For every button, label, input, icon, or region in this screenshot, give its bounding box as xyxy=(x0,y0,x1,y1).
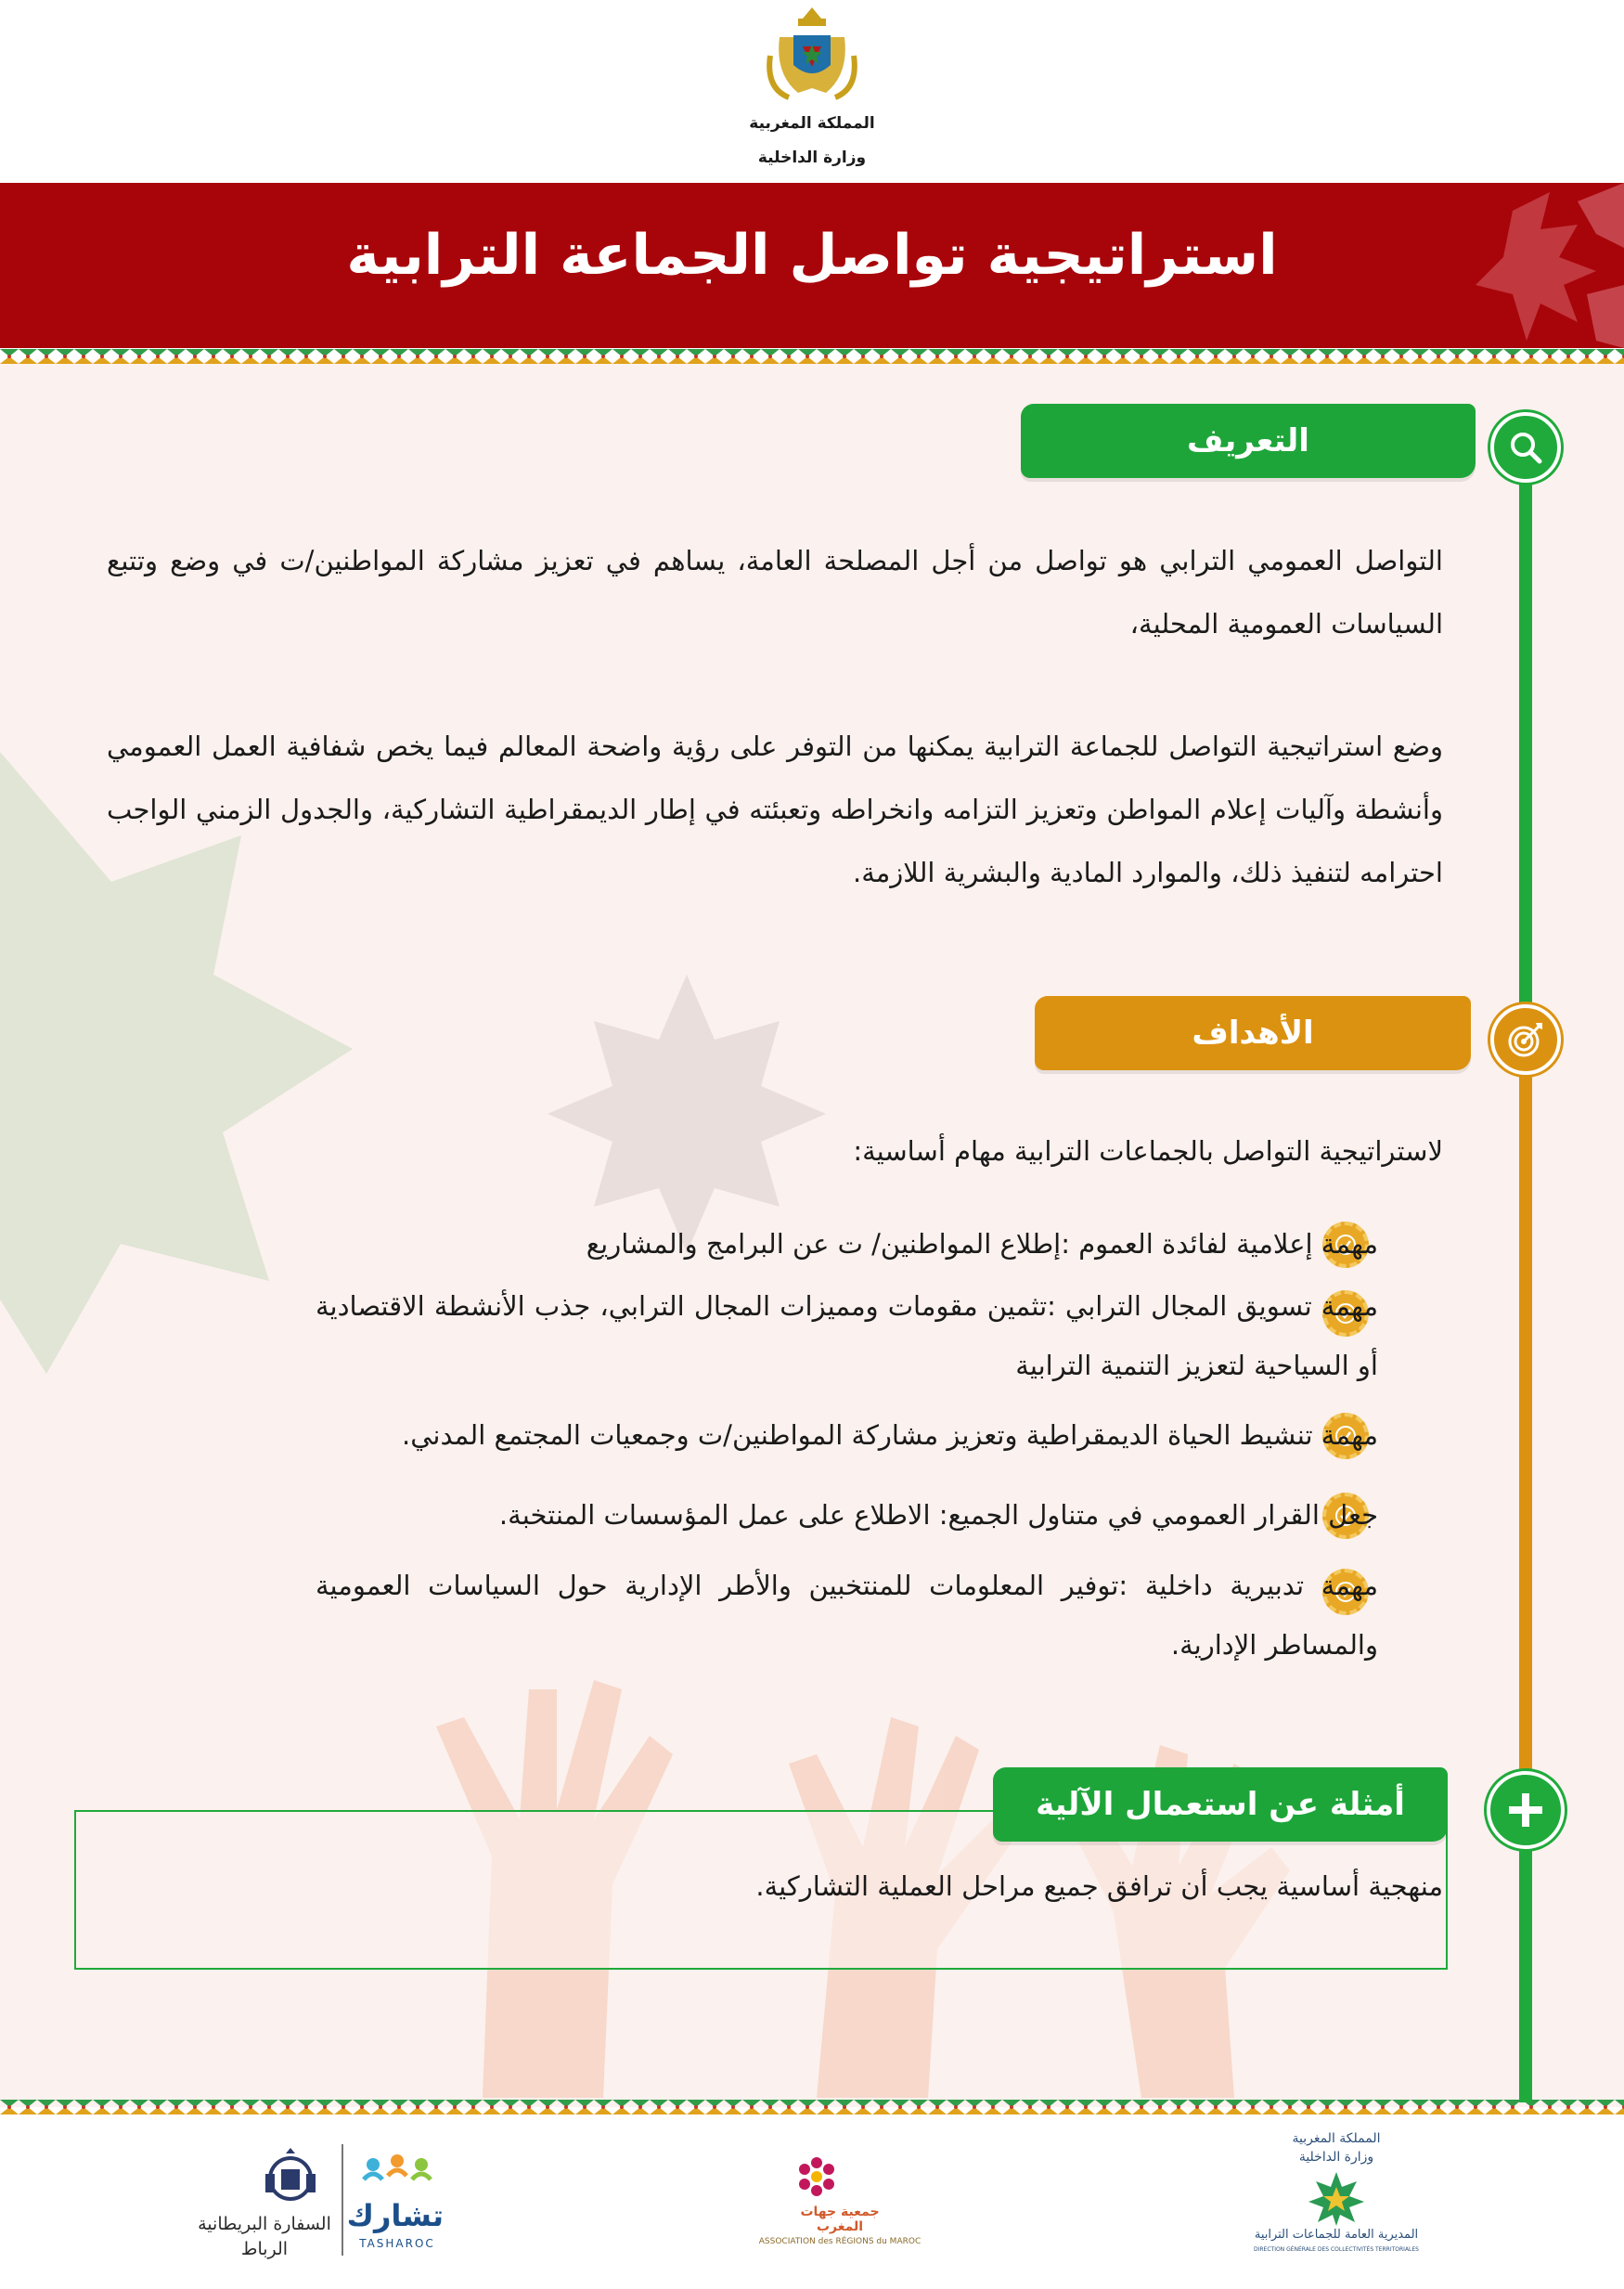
dgct-star-logo xyxy=(1299,2170,1373,2226)
ministry-label: وزارة الداخلية xyxy=(757,149,867,167)
goal-item: مهمة إعلامية لفائدة العموم :إطلاع المواطنين/ ت عن البرامج والمشاريع xyxy=(586,1228,1378,1260)
british-crest-logo xyxy=(258,2146,323,2211)
timeline-line-examples xyxy=(1519,1847,1532,2102)
goals-intro: لاستراتيجية التواصل بالجماعات الترابية مهام أساسية: xyxy=(853,1135,1443,1167)
footer-divider xyxy=(342,2144,343,2256)
examples-section-label: أمثلة عن استعمال الآلية xyxy=(1036,1786,1405,1823)
examples-text: منهجية أساسية يجب أن ترافق جميع مراحل العملية التشاركية. xyxy=(755,1870,1443,1902)
british-embassy-line-2: الرباط xyxy=(240,2239,289,2259)
tasharoc-latin-label: TASHAROC xyxy=(359,2237,435,2250)
goal-item: جعل القرار العمومي في متناول الجميع: الاطلاع على عمل المؤسسات المنتخبة. xyxy=(498,1499,1378,1531)
royal-emblem-logo xyxy=(761,0,863,102)
dgct-french-name: DIRECTION GÉNÉRALE DES COLLECTIVITÉS TERRITORIALES xyxy=(1253,2246,1419,2253)
definition-paragraph-2: وضع استراتيجية التواصل للجماعة الترابية يمكنها من التوفر على رؤية واضحة المعالم فيما يخص شفافية العمل العمومي وأنشطة وآليات إعلام المواطن وتعزيز التزامه وانخراطه وتعبئته في إطار الديمقراطية التشاركية، والجدول الزمني الواجب احترامه لتنفيذ ذلك، والموارد المادية والبشرية اللازمة. xyxy=(107,731,1443,888)
tasharoc-arabic-label: تشارك xyxy=(346,2198,444,2233)
timeline-line-goals xyxy=(1519,1077,1532,1782)
goal-item: مهمة تدبيرية داخلية :توفير المعلومات للمنتخبين والأطر الإدارية حول السياسات العمومية والمساطر الإدارية. xyxy=(316,1570,1378,1661)
tasharoc-people-icon xyxy=(360,2152,434,2198)
goals-section-label: الأهداف xyxy=(1192,1015,1314,1052)
definition-paragraph-1: التواصل العمومي الترابي هو تواصل من أجل المصلحة العامة، يساهم في تعزيز مشاركة المواطنين/ت في وضع وتتبع السياسات العمومية المحلية، xyxy=(107,545,1443,640)
search-icon xyxy=(1490,412,1561,483)
dgct-kingdom-label: المملكة المغربية xyxy=(1292,2131,1381,2146)
timeline-line-definition xyxy=(1519,469,1532,1016)
association-name: ASSOCIATION des RÉGIONS du MAROC xyxy=(758,2237,922,2246)
bottom-border-pattern xyxy=(0,2100,1624,2114)
dgct-arabic-name: المديرية العامة للجماعات الترابية xyxy=(1254,2228,1419,2242)
definition-section-label: التعريف xyxy=(1187,422,1309,459)
page-title: استراتيجية تواصل الجماعة الترابية xyxy=(346,223,1278,288)
dgct-ministry-label: وزارة الداخلية xyxy=(1298,2150,1374,2165)
goals-section-tab xyxy=(1035,996,1471,1070)
examples-section-tab xyxy=(993,1767,1448,1842)
goal-item: مهمة تسويق المجال الترابي :تثمين مقومات ومميزات المجال الترابي، جذب الأنشطة الاقتصادية أو السياحية لتعزيز التنمية الترابية xyxy=(316,1290,1378,1381)
top-border-pattern xyxy=(0,349,1624,364)
definition-section-tab xyxy=(1021,404,1476,478)
association-arabic-script: جمعية جهات المغرب xyxy=(800,2205,880,2234)
british-embassy-line-1: السفارة البريطانية xyxy=(198,2214,331,2234)
goal-item: مهمة تنشيط الحياة الديمقراطية وتعزيز مشاركة المواطنين/ت وجمعيات المجتمع المدني. xyxy=(401,1419,1378,1451)
plus-icon xyxy=(1487,1771,1565,1849)
kingdom-label: المملكة المغربية xyxy=(749,114,875,133)
target-icon xyxy=(1490,1004,1561,1075)
association-flower-logo xyxy=(793,2153,840,2200)
